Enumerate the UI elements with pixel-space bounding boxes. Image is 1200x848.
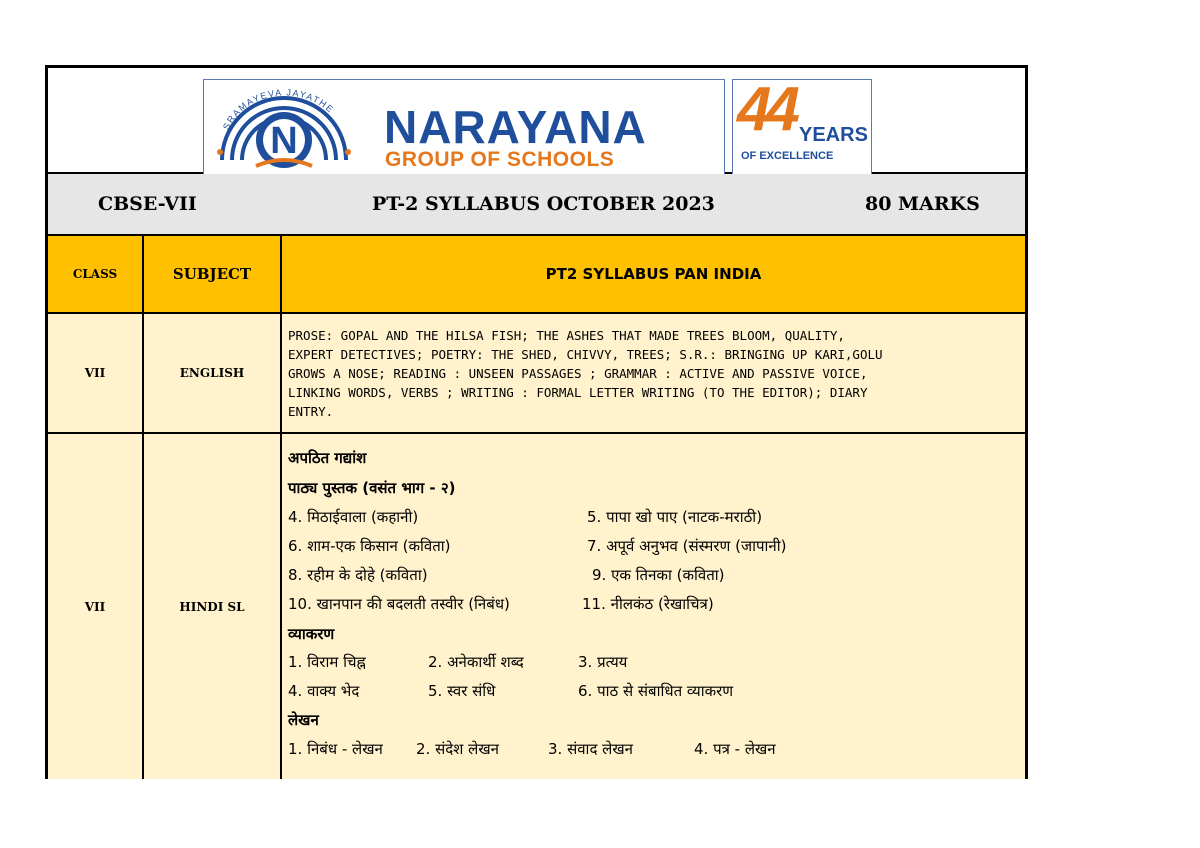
writing-item: 1. निबंध - लेखन (288, 740, 383, 758)
english-line: GROWS A NOSE; READING : UNSEEN PASSAGES ; GRAMMAR : ACTIVE AND PASSIVE VOICE, (288, 365, 868, 381)
chapter-item: 10. खानपान की बदलती तस्वीर (निबंध) (288, 595, 510, 613)
grammar-item: 5. स्वर संधि (428, 682, 496, 700)
motto-arc (204, 80, 374, 177)
syllabus-table (45, 65, 1028, 779)
writing-heading: लेखन (288, 711, 319, 729)
header-class: CLASS (48, 236, 144, 312)
chapter-item: 7. अपूर्व अनुभव (संस्मरण (जापानी) (587, 537, 787, 555)
english-class: VII (48, 314, 144, 432)
narayana-logo (203, 79, 725, 178)
grammar-item: 1. विराम चिह्न (288, 653, 366, 671)
english-line: PROSE: GOPAL AND THE HILSA FISH; THE ASHES THAT MADE TREES BLOOM, QUALITY, (288, 327, 845, 343)
writing-item: 2. संदेश लेखन (416, 740, 499, 758)
years-badge (732, 75, 872, 178)
exam-title: PT-2 SYLLABUS OCTOBER 2023 (372, 193, 715, 215)
chapter-item: 9. एक तिनका (कविता) (592, 566, 725, 584)
title-row (48, 174, 1025, 236)
chapter-item: 6. शाम-एक किसान (कविता) (288, 537, 451, 555)
svg-text:N: N (270, 120, 298, 162)
grammar-heading: व्याकरण (288, 625, 335, 643)
grammar-item: 4. वाक्य भेद (288, 682, 360, 700)
writing-item: 4. पत्र - लेखन (694, 740, 776, 758)
english-line: ENTRY. (288, 403, 334, 419)
motto-text: SRAMAYEVA JAYATHE (221, 87, 337, 132)
brand-subtitle: GROUP OF SCHOOLS (385, 148, 615, 171)
english-line: LINKING WORDS, VERBS ; WRITING : FORMAL LETTER WRITING (TO THE EDITOR); DIARY (288, 384, 868, 400)
class-title: CBSE-VII (98, 193, 197, 215)
hindi-class: VII (48, 434, 144, 779)
chapter-item: 8. रहीम के दोहे (कविता) (288, 566, 428, 584)
svg-text:SRAMAYEVA JAYATHE (221, 87, 336, 131)
english-line: EXPERT DETECTIVES; POETRY: THE SHED, CHIVVY, TREES; S.R.: BRINGING UP KARI,GOLU (288, 346, 883, 362)
chapter-item: 5. पापा खो पाए (नाटक-मराठी) (587, 508, 763, 526)
grammar-item: 2. अनेकार्थी शब्द (428, 653, 524, 671)
unseen-passage-heading: अपठित गद्यांश (288, 449, 367, 467)
grammar-item: 6. पाठ से संबाधित व्याकरण (578, 682, 734, 700)
hindi-subject: HINDI SL (144, 434, 282, 779)
marks-title: 80 MARKS (865, 193, 980, 215)
years-subtitle: OF EXCELLENCE (741, 150, 834, 162)
header-syllabus: PT2 SYLLABUS PAN INDIA (545, 265, 762, 283)
hindi-syllabus (282, 434, 1025, 779)
table-header-row (48, 236, 1025, 314)
years-number: 44 (737, 75, 794, 144)
chapter-item: 4. मिठाईवाला (कहानी) (288, 508, 419, 526)
header-subject: SUBJECT (144, 236, 282, 312)
chapter-item: 11. नीलकंठ (रेखाचित्र) (582, 595, 714, 613)
english-subject: ENGLISH (144, 314, 282, 432)
table-row-english (48, 314, 1025, 434)
grammar-item: 3. प्रत्यय (578, 653, 628, 671)
writing-item: 3. संवाद लेखन (548, 740, 633, 758)
table-row-hindi (48, 434, 1025, 779)
logo-banner (48, 68, 1025, 174)
brand-name: NARAYANA (384, 101, 647, 153)
textbook-heading: पाठ्य पुस्तक (वसंत भाग - २) (288, 479, 456, 497)
english-syllabus (282, 314, 1025, 432)
years-word: YEARS (799, 124, 868, 146)
